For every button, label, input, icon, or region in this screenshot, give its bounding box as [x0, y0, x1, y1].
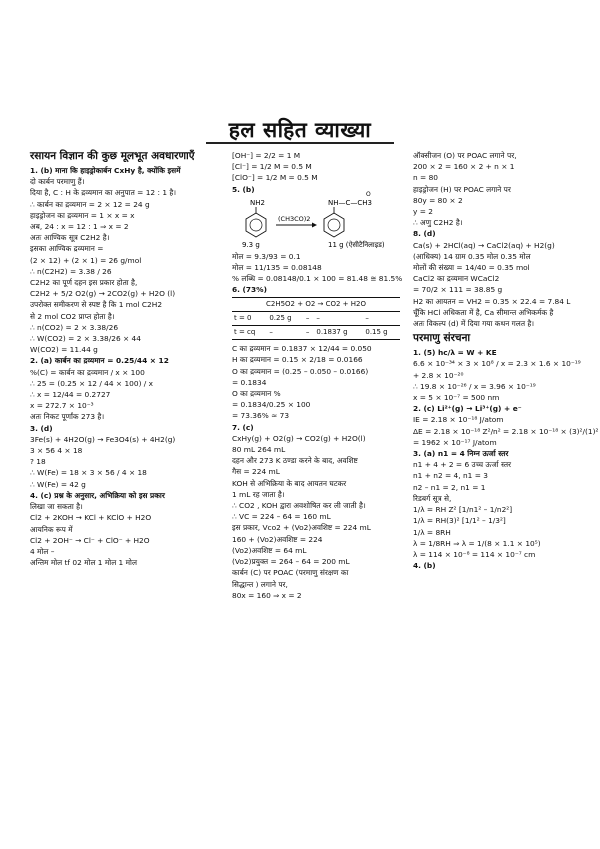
column-2-bottom-lines [232, 343, 404, 601]
text-line: [Cl⁻] = 1/2 M = 0.5 M [232, 162, 312, 172]
table-cell: – [304, 311, 314, 325]
column-3 [413, 150, 599, 571]
text-line: आयनिक रूप में [30, 524, 73, 534]
text-line: ∴ 19.8 × 10⁻²⁶ / x = 3.96 × 10⁻¹⁹ [413, 381, 536, 391]
text-line: 2. (a) कार्बन का द्रव्यमान = 0.25/44 × 12 [30, 356, 169, 366]
text-line: रिडबर्ग सूत्र से, [413, 493, 452, 503]
text-line: 4. (c) प्रश्न के अनुसार, अभिक्रिया को इस प्रकार [30, 490, 165, 500]
left-mass-label: 9.3 g [242, 240, 260, 249]
column-2 [232, 150, 404, 601]
text-line: ∴ W(Fe) = 42 g [30, 479, 86, 489]
text-line: से 2 mol CO2 प्राप्त होता है। [30, 311, 115, 321]
text-line: 1 mL रह जाता है। [232, 489, 285, 499]
text-line: 1. (b) माना कि हाइड्रोकार्बन CxHy है, क्योंकि इसमें [30, 166, 181, 175]
text-line: 80x = 160 ⇒ x = 2 [232, 590, 302, 600]
text-line: [ClO⁻] = 1/2 M = 0.5 M [232, 173, 318, 183]
benzene-ring-left-circle [250, 219, 262, 231]
text-line: (Vo2)प्रयुक्त = 264 – 64 = 200 mL [232, 557, 350, 567]
text-line: 160 + (Vo2)अवशिष्ट = 224 [232, 534, 323, 544]
text-line: अतः आण्विक सूत्र C2H2 है। [30, 233, 110, 243]
text-line: अन्तिम मोल tf 02 मोल 1 मोल 1 मोल [30, 558, 137, 568]
text-line: Cl2 + 2KOH → KCl + KClO + H2O [30, 513, 152, 523]
text-line: % लब्धि = 0.08148/0.1 × 100 = 81.48 ≅ 81.5% [232, 274, 403, 284]
text-line: 7. (c) [232, 422, 254, 432]
text-line: + 2.8 × 10⁻²⁰ [413, 370, 464, 380]
text-line: H2 का आयतन = VH2 = 0.35 × 22.4 = 7.84 L [413, 296, 571, 306]
text-line: %(C) = कार्बन का द्रव्यमान / x × 100 [30, 367, 145, 377]
text-line: अतः निकट पूर्णांक 273 है। [30, 412, 105, 422]
benzene-ring-right [324, 213, 344, 237]
text-line: CaCl2 का द्रव्यमान WCaCl2 [413, 274, 500, 284]
text-line: ऑक्सीजन (O) पर POAC लगाने पर, [413, 151, 517, 160]
text-line: 3 × 56 4 × 18 [30, 446, 83, 456]
text-line: 200 × 2 = 160 × 2 + n × 1 [413, 162, 515, 172]
column-2-top-lines [232, 150, 404, 195]
text-line: IE = 2.18 × 10⁻¹⁸ J/atom [413, 415, 504, 425]
text-line: Ca(s) + 2HCl(aq) → CaCl2(aq) + H2(g) [413, 240, 555, 250]
text-line: ∴ CO2 , KOH द्वारा अवशोषित कर ली जाती है। [232, 501, 366, 511]
text-line: 4. (b) [413, 561, 436, 571]
text-line: 5. (b) [232, 184, 255, 194]
text-line: ∴ n(CO2) = 2 × 3.38/26 [30, 322, 119, 332]
text-line: ? 18 [30, 457, 46, 467]
text-line: KOH से अभिक्रिया के बाद आयतन घटकर [232, 478, 347, 488]
text-line: (Vo2)अवशिष्ट = 64 mL [232, 545, 307, 555]
text-line: y = 2 [413, 207, 433, 217]
column-1-lines [30, 165, 220, 568]
text-line: H का द्रव्यमान = 0.15 × 2/18 = 0.0166 [232, 355, 363, 365]
text-line: CxHy(g) + O2(g) → CO2(g) + H2O(l) [232, 433, 366, 443]
text-line: C2H2 + 5/2 O2(g) → 2CO2(g) + H2O (l) [30, 289, 176, 299]
text-line: ∴ VC = 224 – 64 = 160 mL [232, 512, 331, 522]
text-line: 6. (73%) [232, 285, 267, 295]
text-line: n = 80 [413, 173, 438, 183]
text-line: मोल = 11/135 = 0.08148 [232, 263, 322, 273]
text-line: 1. (5) hc/λ = W + KE [413, 348, 497, 358]
text-line: इसका आण्विक द्रव्यमान = [30, 244, 104, 254]
text-line: (2 × 12) + (2 × 1) = 26 g/mol [30, 255, 142, 265]
text-line: हाइड्रोजन का द्रव्यमान = 1 × x = x [30, 210, 135, 220]
text-line: 6.6 × 10⁻³⁴ × 3 × 10⁸ / x = 2.3 × 1.6 × 10⁻¹⁹ [413, 359, 581, 369]
text-line: ∴ 25 = (0.25 × 12 / 44 × 100) / x [30, 378, 154, 388]
text-line: n1 + n2 = 4, n1 = 3 [413, 471, 488, 481]
text-line: = 1962 × 10⁻¹⁷ J/atom [413, 437, 497, 447]
text-line: λ = 114 × 10⁻⁸ = 114 × 10⁻⁷ cm [413, 549, 536, 559]
reaction-svg [232, 190, 404, 251]
table-cell: – [363, 311, 400, 325]
text-line: उपरोक्त समीकरण से स्पष्ट है कि 1 mol C2H2 [30, 300, 163, 310]
text-line: n2 – n1 = 2, n1 = 1 [413, 482, 486, 492]
table-cell: 0.25 g [267, 311, 304, 325]
right-mass-label: 11 g (ऐसीटैनिलाइड) [328, 240, 385, 249]
text-line: ∴ कार्बन का द्रव्यमान = 2 × 12 = 24 g [30, 199, 150, 209]
section-heading-basic-concepts: रसायन विज्ञान की कुछ मूलभूत अवधारणाएँ [30, 150, 195, 162]
acetanilide-reaction-diagram [232, 190, 404, 251]
text-line: इस प्रकार, Vco2 + (Vo2)अवशिष्ट = 224 mL [232, 523, 371, 533]
combustion-equation: C2H5O2 + O2 → CO2 + H2O [232, 297, 400, 311]
text-line: सिद्धान्त ) लगाने पर, [232, 579, 288, 589]
text-line: 1/λ = RH(3)² [1/1² – 1/3²] [413, 516, 506, 526]
text-line: W(CO2) = 11.44 g [30, 345, 98, 355]
text-line: [OH⁻] = 2/2 = 1 M [232, 151, 301, 160]
right-group-label: NH—C—CH3 [328, 198, 372, 207]
text-line: कार्बन (C) पर POAC (परमाणु संरक्षण का [232, 568, 349, 578]
text-line: n1 + 4 + 2 = 6 उच्च ऊर्जा स्तर [413, 460, 512, 470]
left-group-label: NH2 [250, 198, 265, 207]
text-line: ∴ W(CO2) = 2 × 3.38/26 × 44 [30, 334, 141, 344]
text-line: ΔE = 2.18 × 10⁻¹⁸ Z²/n² = 2.18 × 10⁻¹⁸ × (3)²/(1)² [413, 426, 599, 436]
text-line: 1/λ = RH Z² [1/n1² – 1/n2²] [413, 505, 513, 515]
column-2-mid-lines [232, 251, 404, 296]
text-line: x = 272.7 × 10⁻³ [30, 401, 94, 411]
text-line: ∴ W(Fe) = 18 × 3 × 56 / 4 × 18 [30, 468, 147, 478]
text-line: दो कार्बन परमाणु हैं। [30, 177, 85, 187]
text-line: हाइड्रोजन (H) पर POAC लगाने पर [413, 184, 511, 194]
text-line: ∴ n(C2H2) = 3.38 / 26 [30, 266, 112, 276]
text-line: 80 mL 264 mL [232, 445, 286, 455]
table-cell: t = cq [232, 326, 267, 340]
text-line: दिया है, C : H के द्रव्यमान का अनुपात = 12 : 1 है। [30, 188, 177, 198]
text-line: 1/λ = 8RH [413, 527, 451, 537]
text-line: 2. (c) Li²⁺(g) → Li³⁺(g) + e⁻ [413, 404, 522, 414]
page-title: हल सहित व्याख्या [228, 118, 372, 142]
text-line: O का द्रव्यमान = (0.25 – 0.050 – 0.0166) [232, 366, 369, 376]
text-line: = 73.36% ≈ 73 [232, 411, 290, 421]
text-line: ∴ अणु C2H2 है। [413, 218, 463, 228]
carbonyl-oxygen-label: O [366, 190, 371, 198]
text-line: 4 मोल – [30, 546, 55, 556]
text-line: C का द्रव्यमान = 0.1837 × 12/44 = 0.050 [232, 344, 372, 354]
text-line: मोल = 9.3/93 = 0.1 [232, 251, 301, 261]
text-line: लिखा जा सकता है। [30, 502, 83, 512]
text-line: C2H2 का पूर्ण दहन इस प्रकार होता है, [30, 278, 138, 288]
reagent-label: (CH3CO)2 [278, 214, 311, 223]
text-line: चूँकि HCl अधिकता में है, Ca सीमान्त अभिकर्मक है [413, 307, 554, 317]
title-underline [206, 142, 394, 144]
column-1 [30, 150, 220, 568]
text-line: 80y = 80 × 2 [413, 195, 463, 205]
table-cell: – [304, 326, 314, 340]
table-cell: t = 0 [232, 311, 267, 325]
text-line: = 0.1834 [232, 377, 267, 387]
text-line: मोलों की संख्या = 14/40 = 0.35 mol [413, 263, 530, 273]
benzene-ring-right-circle [328, 219, 340, 231]
text-line: λ = 1/8RH ⇒ λ = 1/(8 × 1.1 × 10⁵) [413, 538, 541, 548]
table-cell: – [267, 326, 304, 340]
benzene-ring-left [246, 213, 266, 237]
table-cell: – [314, 311, 363, 325]
text-line: 3. (a) n1 = 4 निम्न ऊर्जा स्तर [413, 449, 509, 459]
text-line: = 0.1834/0.25 × 100 [232, 400, 311, 410]
text-line: अतः विकल्प (d) में दिया गया कथन गलत है। [413, 319, 535, 329]
text-line: 3Fe(s) + 4H2O(g) → Fe3O4(s) + 4H2(g) [30, 434, 176, 444]
text-line: x = 5 × 10⁻⁷ = 500 nm [413, 393, 500, 403]
reaction-arrow-head [312, 222, 317, 227]
column-3-top-lines [413, 150, 583, 329]
section-heading-atomic-structure: परमाणु संरचना [413, 332, 471, 345]
text-line: Cl2 + 2OH⁻ → Cl⁻ + ClO⁻ + H2O [30, 535, 150, 545]
text-line: ∴ x = 12/44 = 0.2727 [30, 390, 111, 400]
text-line: गैस = 224 mL [232, 467, 280, 477]
text-line: = 70/2 × 111 = 38.85 g [413, 285, 503, 295]
table-cell: 0.1837 g [314, 326, 363, 340]
column-3-bottom-lines [413, 347, 599, 571]
text-line: 8. (d) [413, 229, 436, 239]
text-line: अब, 24 : x = 12 : 1 ⇒ x = 2 [30, 222, 129, 232]
text-line: दहन और 273 K ठण्डा करने के बाद, अवशिष्ट [232, 456, 358, 466]
text-line: (आधिक्य) 14 ग्राम 0.35 मोल 0.35 मोल [413, 251, 531, 261]
table-cell: 0.15 g [363, 326, 400, 340]
combustion-table [232, 297, 400, 341]
text-line: 3. (d) [30, 423, 53, 433]
text-line: O का द्रव्यमान % [232, 389, 281, 399]
